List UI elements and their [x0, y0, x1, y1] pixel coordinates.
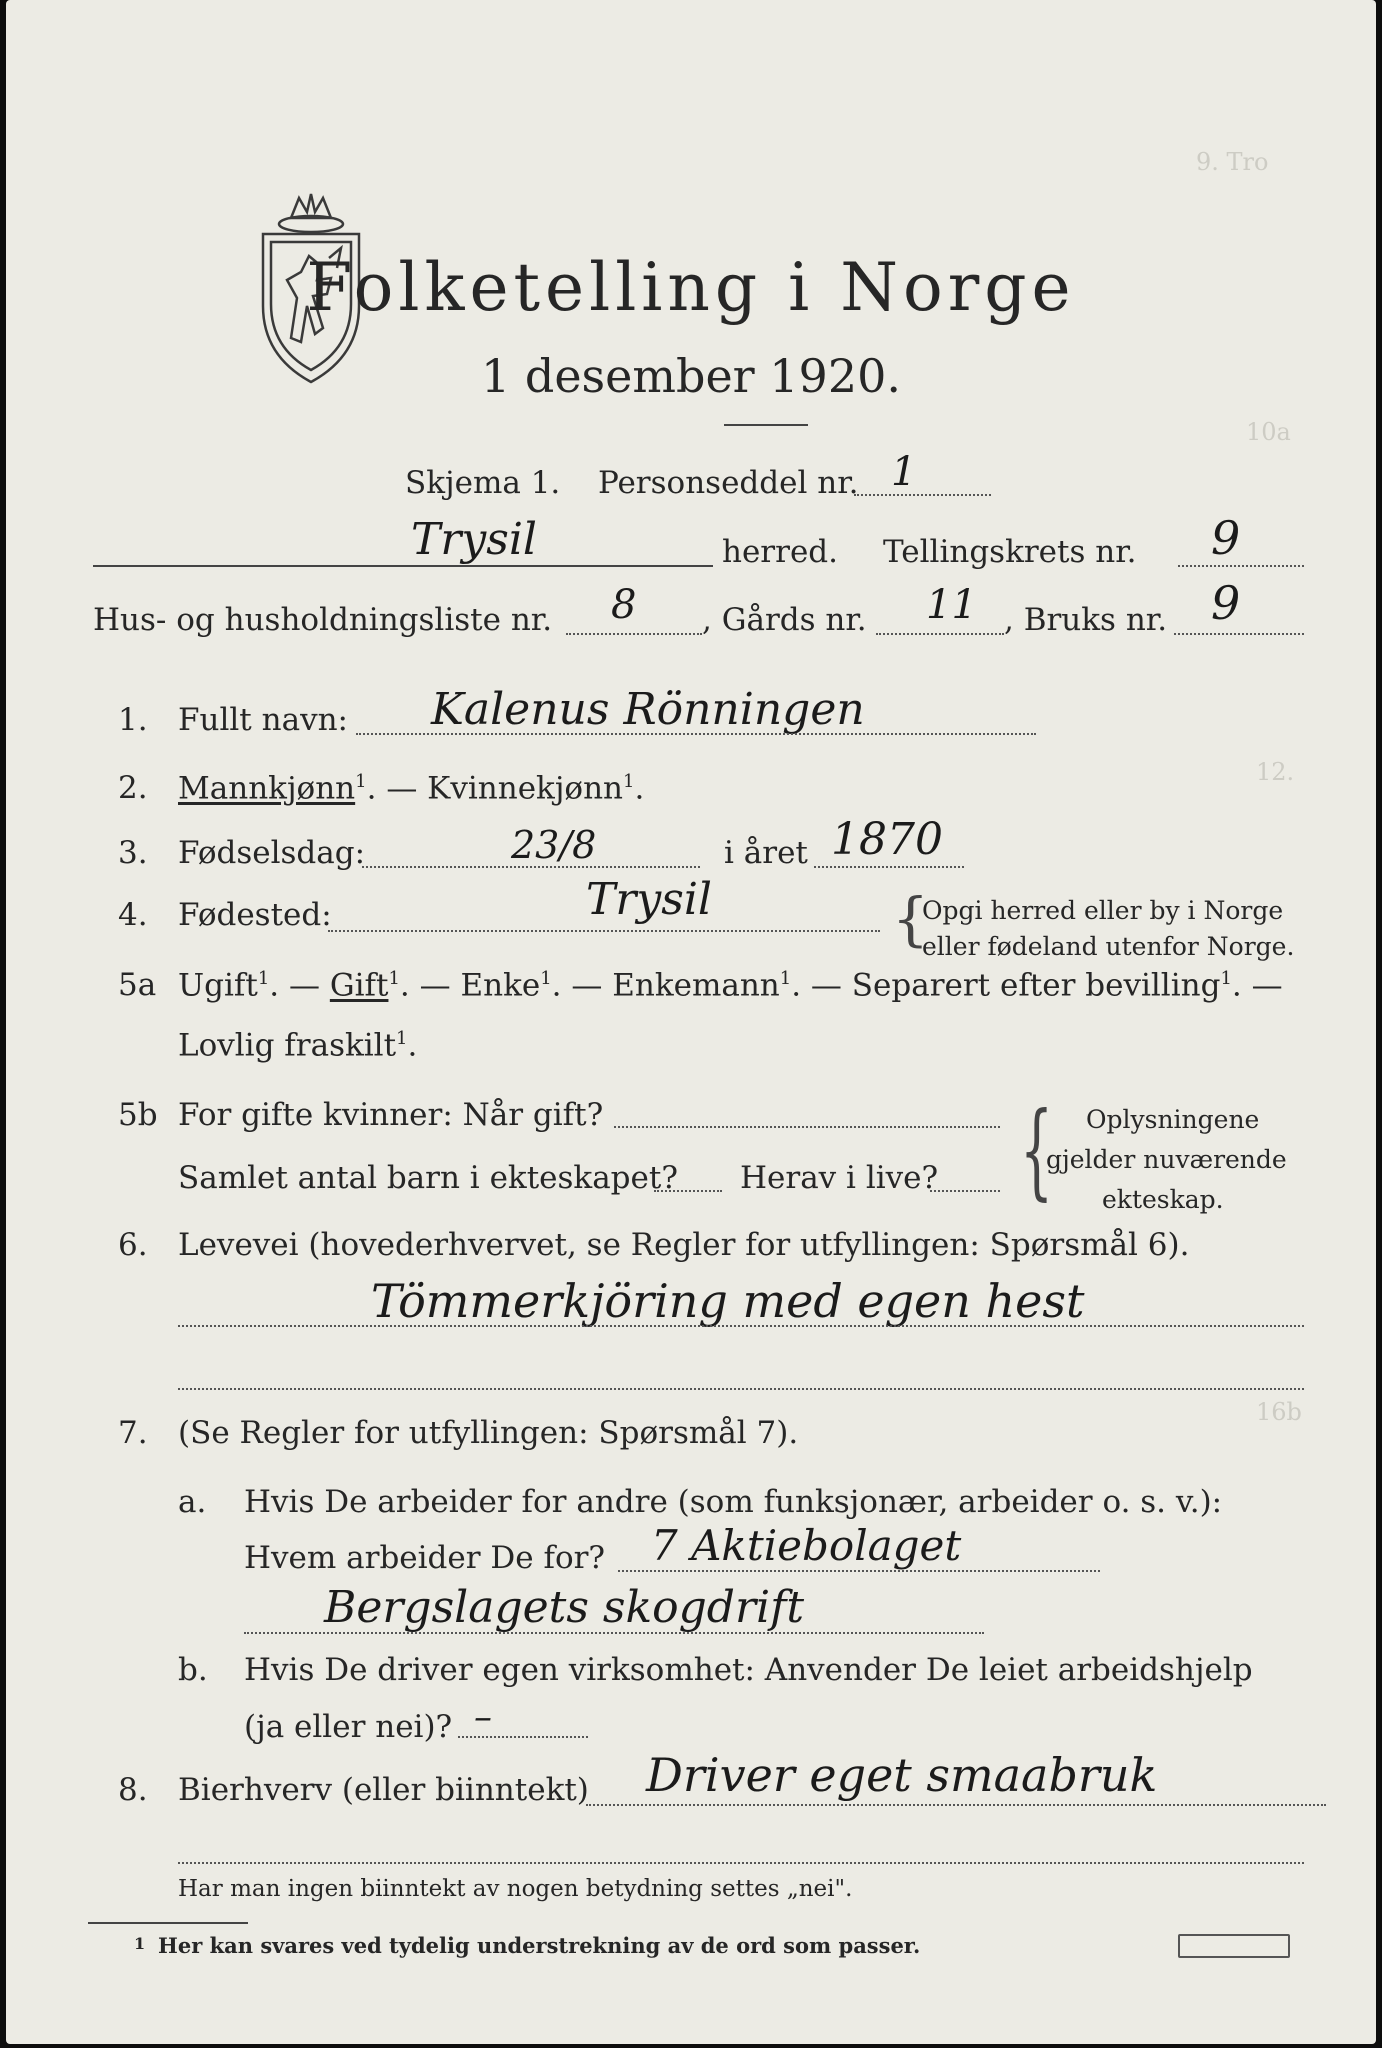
q7a-number: a. [178, 1484, 207, 1520]
q2-options [178, 770, 645, 807]
gards-line [876, 633, 1004, 635]
q1-number: 1. [118, 702, 148, 738]
option-enke[interactable]: . — Enke [399, 967, 541, 1004]
q1-label: Fullt navn: [178, 702, 348, 738]
footnote-ref: 1 [1220, 968, 1232, 989]
census-form [6, 0, 1376, 2044]
q4-note-1: Opgi herred eller by i Norge [922, 896, 1284, 925]
gards-value[interactable]: 11 [926, 582, 977, 628]
q2-end: . [634, 770, 645, 807]
q5b-label-3: Herav i live? [740, 1160, 939, 1196]
q7a-question: Hvem arbeider De for? [244, 1540, 606, 1576]
q3-year-label: i året [724, 835, 808, 871]
printer-stamp [1178, 1934, 1290, 1958]
hired-help-line [458, 1736, 588, 1738]
married-when-line [614, 1126, 1000, 1128]
title-divider [724, 424, 808, 426]
form-date: 1 desember 1920. [481, 349, 901, 403]
herred-value[interactable]: Trysil [411, 514, 537, 565]
bruks-label: , Bruks nr. [1004, 602, 1168, 638]
q5b-label-1: For gifte kvinner: Når gift? [178, 1097, 604, 1133]
bruks-line [1174, 633, 1304, 635]
q4-label: Fødested: [178, 897, 332, 933]
q5a-line-2 [178, 1027, 418, 1064]
employer-value-2[interactable]: Bergslagets skogdrift [324, 1582, 805, 1633]
tellingskrets-value[interactable]: 9 [1211, 511, 1241, 565]
separator: . — [269, 967, 330, 1004]
secondary-occupation-line-2 [178, 1862, 1304, 1864]
employer-line-1 [618, 1570, 1100, 1572]
q5a-options [178, 967, 1283, 1004]
option-kvinnekjonn[interactable]: Kvinnekjønn [427, 770, 624, 807]
husliste-label: Hus- og husholdningsliste nr. [93, 602, 553, 638]
q6-label: Levevei (hovederhvervet, se Regler for utfyllingen: Spørsmål 6). [178, 1227, 1190, 1263]
q7-label: (Se Regler for utfyllingen: Spørsmål 7). [178, 1415, 799, 1451]
separator: . — [1231, 967, 1283, 1004]
personseddel-line [854, 494, 991, 496]
tellingskrets-label: Tellingskrets nr. [883, 534, 1137, 570]
birthyear-line [814, 866, 964, 868]
husliste-line [566, 633, 702, 635]
full-name-value[interactable]: Kalenus Rönningen [431, 684, 865, 735]
q7-number: 7. [118, 1415, 148, 1451]
footer-note: Har man ingen biinntekt av nogen betydning settes „nei". [178, 1876, 853, 1902]
q5b-note-2: gjelder nuværende [1046, 1145, 1287, 1174]
option-lovlig-fraskilt[interactable]: Lovlig fraskilt [178, 1027, 397, 1064]
gards-label: , Gårds nr. [702, 602, 867, 638]
q4-note-2: eller fødeland utenfor Norge. [922, 932, 1295, 961]
bleed-through-text: 16b [1256, 1398, 1302, 1426]
option-mannkjonn[interactable]: Mannkjønn [178, 770, 356, 807]
q5b-note-1: Oplysningene [1086, 1105, 1260, 1134]
schema-label: Skjema 1. [405, 465, 561, 501]
option-ugift[interactable]: Ugift [178, 967, 258, 1004]
q6-number: 6. [118, 1227, 148, 1263]
footnote-divider [88, 1922, 248, 1924]
q3-label: Fødselsdag: [178, 835, 366, 871]
footnote-ref: 1 [355, 771, 367, 792]
alive-line [930, 1190, 1000, 1192]
personseddel-number[interactable]: 1 [891, 449, 917, 495]
employer-value-1[interactable]: 7 Aktiebolaget [651, 1521, 962, 1570]
tellingskrets-line [1178, 565, 1304, 567]
q5b-number: 5b [118, 1097, 158, 1133]
q2-separator: . — [366, 770, 428, 807]
footnote-text: Her kan svares ved tydelig understrekning av de ord som passer. [158, 1933, 921, 1958]
birthdate-value[interactable]: 23/8 [511, 823, 597, 867]
q7a-label: Hvis De arbeider for andre (som funksjonær, arbeider o. s. v.): [244, 1484, 1223, 1520]
bleed-through-text: 9. Tro [1196, 148, 1269, 176]
occupation-line-1 [178, 1325, 1304, 1327]
footnote-ref: 1 [540, 968, 552, 989]
q3-number: 3. [118, 835, 148, 871]
birthplace-value[interactable]: Trysil [586, 874, 712, 925]
footnote-mark: 1 [134, 1934, 146, 1953]
footnote-ref: 1 [623, 771, 635, 792]
birthyear-value[interactable]: 1870 [831, 814, 943, 865]
q5a-end: . [407, 1027, 418, 1064]
q2-number: 2. [118, 770, 148, 806]
q5b-brace: { [1020, 1089, 1054, 1211]
personseddel-label: Personseddel nr. [598, 465, 859, 501]
occupation-line-2 [178, 1388, 1304, 1390]
bleed-through-text: 12. [1256, 758, 1295, 786]
bruks-value[interactable]: 9 [1211, 576, 1241, 630]
q4-number: 4. [118, 897, 148, 933]
bleed-through-text: 10a [1246, 418, 1291, 446]
employer-line-2 [244, 1632, 984, 1634]
herred-line-left [93, 565, 713, 567]
hired-help-value[interactable]: – [474, 1697, 492, 1738]
footnote-ref: 1 [396, 1028, 408, 1049]
birthdate-line [362, 866, 700, 868]
form-title: Folketelling i Norge [306, 249, 1076, 326]
footnote-ref: 1 [257, 968, 270, 989]
occupation-value[interactable]: Tömmerkjöring med egen hest [371, 1274, 1085, 1328]
q8-label: Bierhverv (eller biinntekt) [178, 1772, 589, 1808]
option-enkemann[interactable]: . — Enkemann [551, 967, 780, 1004]
q5b-note-3: ekteskap. [1102, 1185, 1224, 1214]
q8-number: 8. [118, 1772, 148, 1808]
birthplace-line [328, 930, 880, 932]
husliste-value[interactable]: 8 [611, 582, 637, 628]
q5b-label-2: Samlet antal barn i ekteskapet? [178, 1160, 678, 1196]
footnote-ref: 1 [388, 968, 400, 989]
secondary-occupation-value[interactable]: Driver eget smaabruk [646, 1748, 1158, 1802]
full-name-line [356, 733, 1036, 735]
option-gift[interactable]: Gift [329, 967, 389, 1004]
q5a-number: 5a [118, 967, 157, 1003]
q7b-label: Hvis De driver egen virksomhet: Anvender De leiet arbeidshjelp [244, 1652, 1253, 1688]
secondary-occupation-line-1 [586, 1804, 1326, 1806]
footnote-ref: 1 [779, 968, 792, 989]
children-line [654, 1190, 722, 1192]
option-separert[interactable]: . — Separert efter bevilling [791, 967, 1221, 1004]
herred-label: herred. [722, 534, 838, 570]
q7b-number: b. [178, 1652, 208, 1688]
q7b-question: (ja eller nei)? [244, 1709, 453, 1745]
q4-brace: { [892, 885, 929, 953]
